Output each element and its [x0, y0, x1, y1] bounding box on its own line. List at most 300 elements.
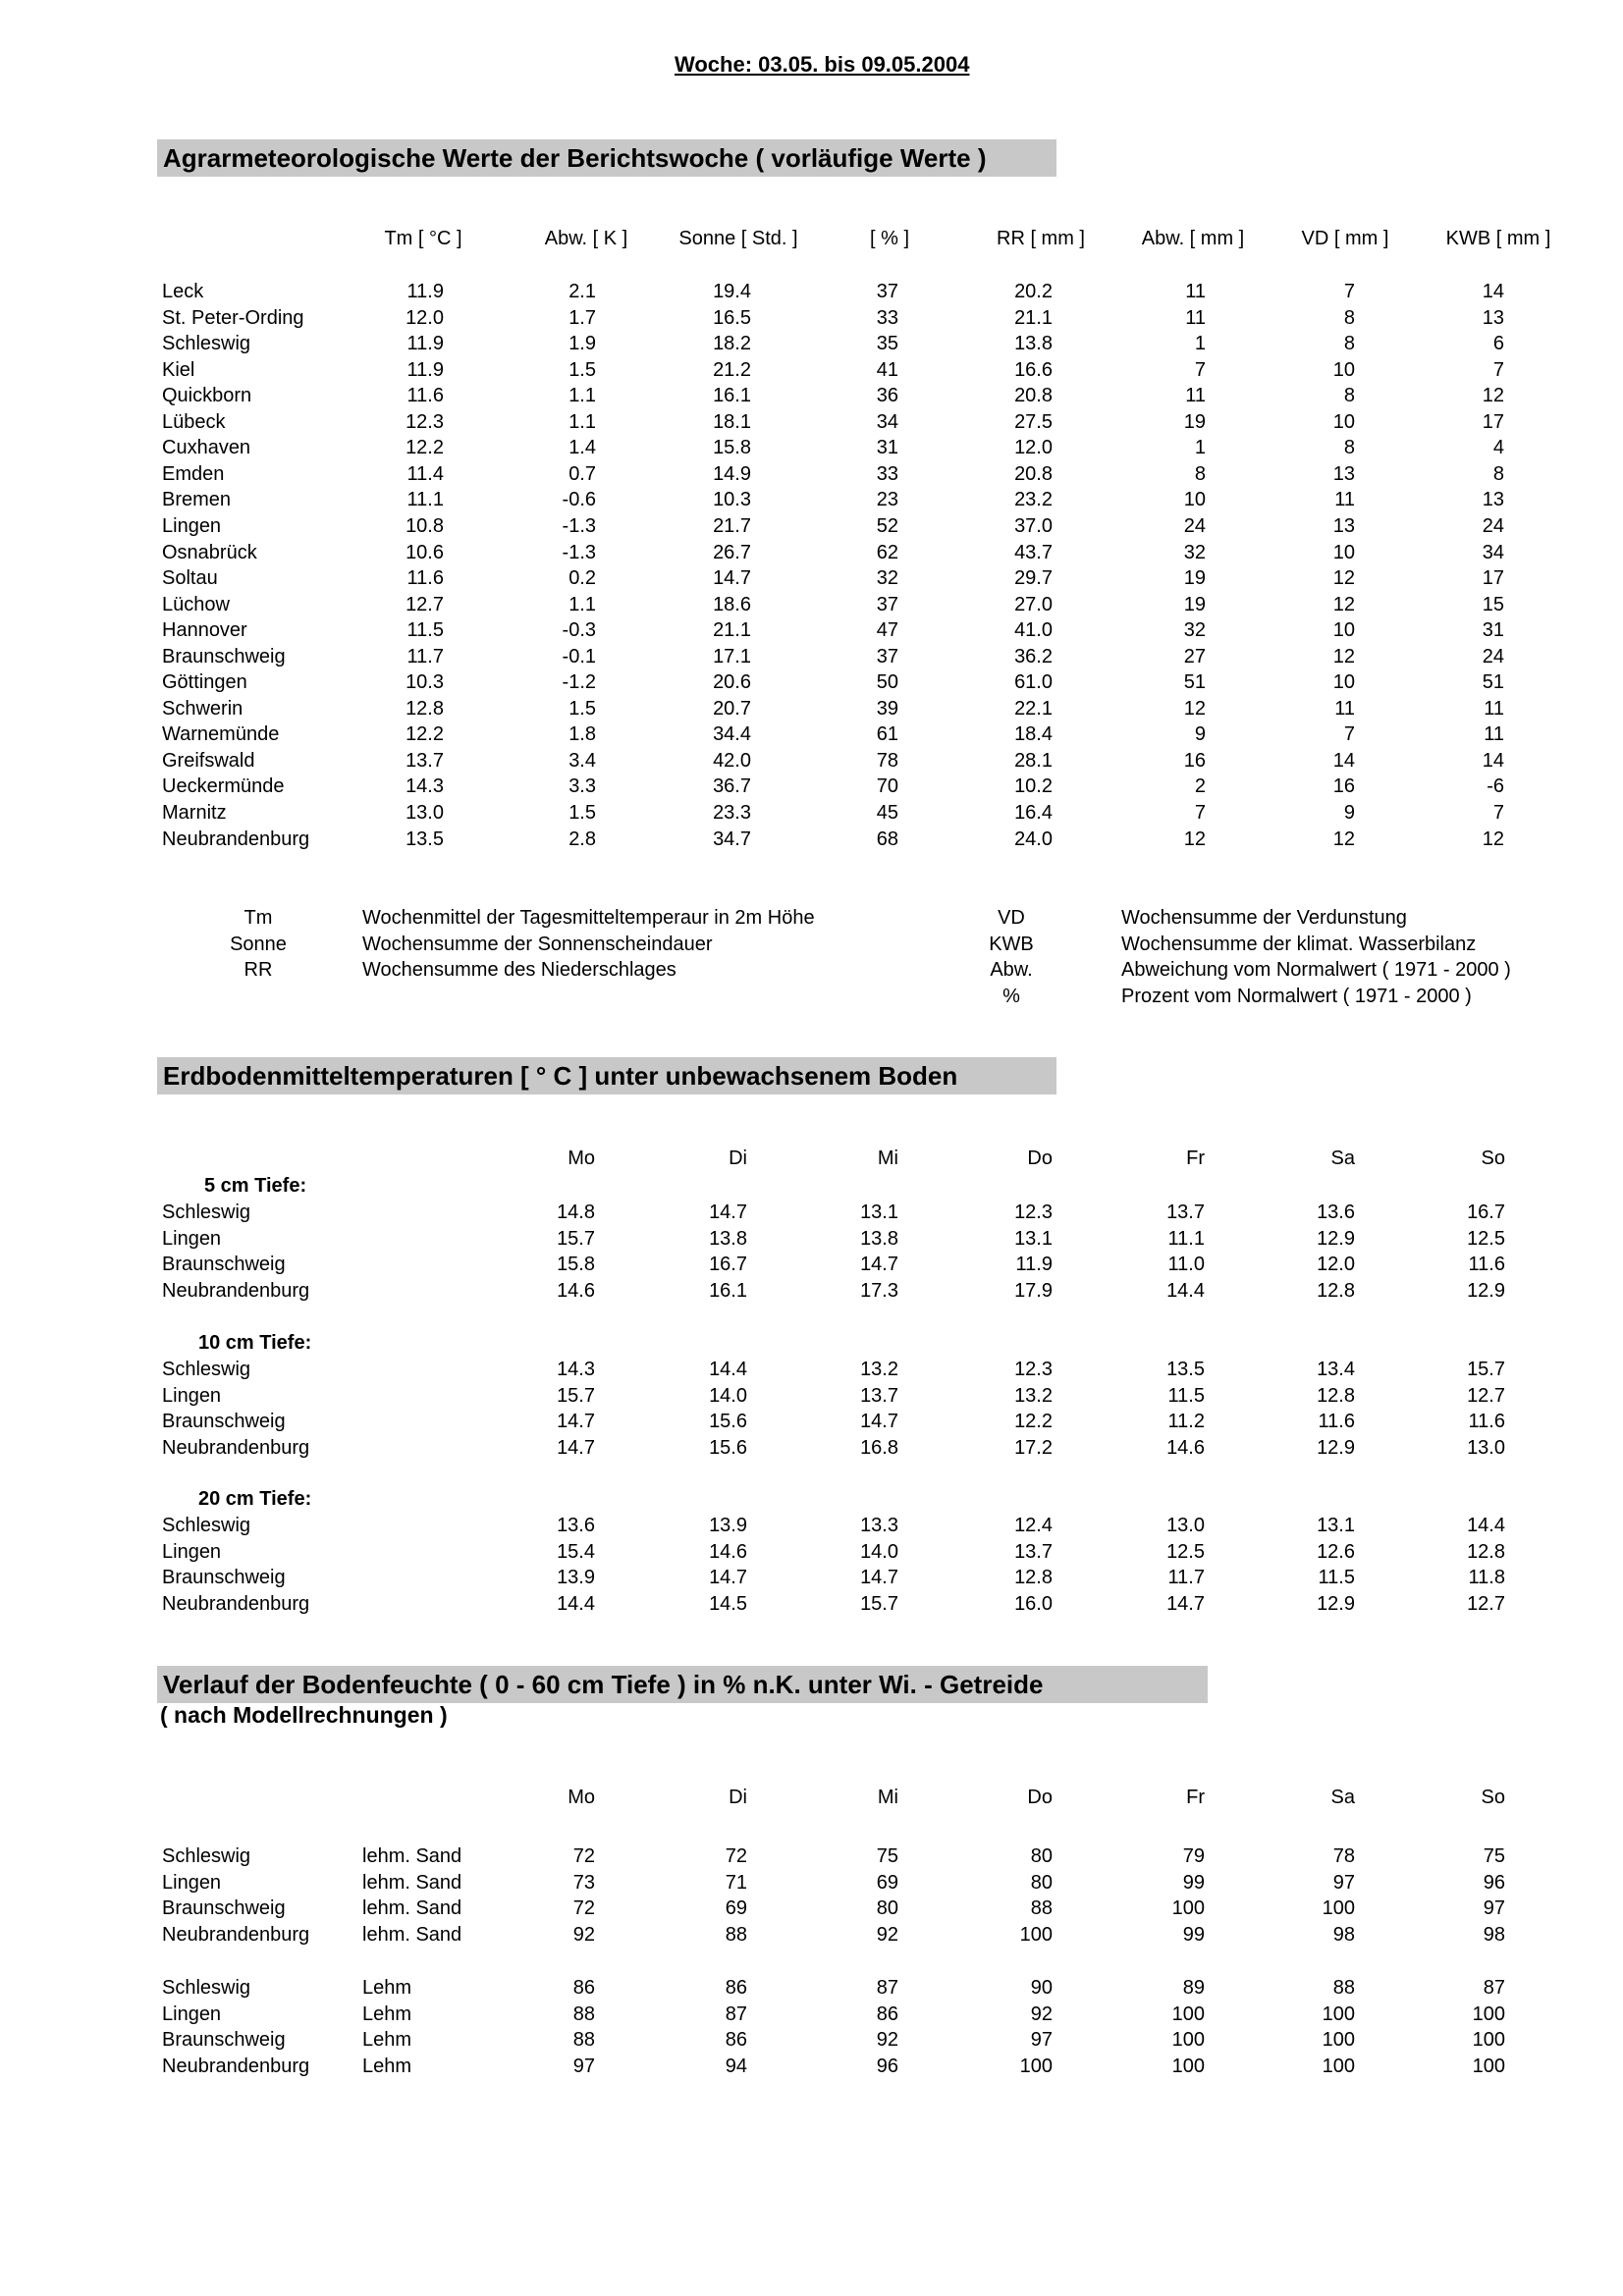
table-cell: 11.7 [1167, 1567, 1205, 1588]
table-cell: 1.5 [568, 802, 596, 824]
station-name: Osnabrück [162, 542, 257, 563]
station-name: Braunschweig [162, 646, 286, 667]
table-cell: 72 [572, 1845, 595, 1867]
table-cell: 12.0 [1317, 1254, 1355, 1275]
table-cell: 29.7 [1014, 567, 1053, 589]
table-cell: 23.3 [713, 802, 751, 824]
table-cell: 23.2 [1014, 489, 1053, 510]
table-cell: 11.6 [1468, 1254, 1505, 1275]
table-cell: 41 [876, 359, 898, 381]
table-cell: 17.3 [860, 1280, 898, 1302]
table-cell: 11.5 [406, 619, 444, 641]
day-header: Sa [1330, 1787, 1355, 1808]
table-cell: 61.0 [1014, 671, 1053, 693]
legend-description: Wochensumme der Sonnenscheindauer [362, 934, 713, 955]
table-cell: 12.9 [1317, 1437, 1355, 1459]
table-cell: 1.4 [568, 437, 596, 458]
table-cell: 14.0 [709, 1385, 747, 1407]
station-name: Schwerin [162, 698, 243, 720]
table-cell: 13.7 [1166, 1201, 1205, 1223]
table-cell: 100 [1171, 1897, 1205, 1919]
table-cell: 20.8 [1014, 463, 1053, 485]
table-cell: 14.7 [1166, 1593, 1205, 1615]
table-cell: 27.0 [1014, 594, 1053, 615]
table-cell: 11.9 [406, 281, 444, 302]
table-cell: 18.2 [713, 333, 751, 354]
table-cell: 39 [876, 698, 898, 720]
table-cell: 18.6 [713, 594, 751, 615]
table-cell: 51 [1183, 671, 1206, 693]
table-cell: 12.9 [1317, 1593, 1355, 1615]
table-cell: 89 [1182, 1977, 1205, 1999]
table-cell: 88 [1332, 1977, 1355, 1999]
table-cell: 34 [1482, 542, 1504, 563]
table-cell: 12 [1482, 385, 1504, 406]
legend-abbreviation: % [1002, 986, 1020, 1007]
table-cell: 14.9 [713, 463, 751, 485]
table-cell: 11.9 [406, 333, 444, 354]
table-cell: -0.6 [562, 489, 596, 510]
table-cell: 18.1 [713, 411, 751, 433]
table-cell: 37 [876, 281, 898, 302]
station-name: Lingen [162, 515, 222, 537]
table-cell: 12 [1332, 567, 1355, 589]
table-cell: 12 [1183, 698, 1206, 720]
table-cell: 13.1 [1014, 1228, 1053, 1250]
table-cell: 10.8 [406, 515, 444, 537]
legend-abbreviation: Tm [243, 907, 273, 929]
station-name: Schleswig [162, 333, 251, 354]
table-cell: 11.0 [1167, 1254, 1205, 1275]
table-cell: 35 [876, 333, 898, 354]
table-cell: 14.8 [557, 1201, 595, 1223]
station-name: St. Peter-Ording [162, 307, 304, 329]
table-cell: 13.2 [1014, 1385, 1053, 1407]
table-cell: 21.2 [713, 359, 751, 381]
table-cell: 13.1 [1317, 1515, 1355, 1536]
table-cell: 2 [1194, 775, 1206, 797]
table-cell: 50 [876, 671, 898, 693]
table-cell: 12.7 [406, 594, 444, 615]
table-cell: 79 [1182, 1845, 1205, 1867]
soil-type: lehm. Sand [362, 1845, 462, 1867]
table-cell: 3.3 [568, 775, 596, 797]
table-cell: 2.8 [568, 828, 596, 850]
table-cell: 14 [1332, 750, 1355, 772]
table-cell: 12.0 [1014, 437, 1053, 458]
station-name: Warnemünde [162, 723, 280, 745]
table-cell: 87 [725, 2003, 747, 2025]
table-cell: 11.9 [406, 359, 444, 381]
table-cell: 24 [1482, 515, 1504, 537]
column-header: KWB [ mm ] [1445, 228, 1551, 249]
table-cell: 13.5 [406, 828, 444, 850]
table-cell: 11 [1334, 698, 1355, 720]
table-cell: -6 [1487, 775, 1504, 797]
table-cell: 47 [876, 619, 898, 641]
table-cell: 12.8 [1014, 1567, 1053, 1588]
table-cell: 13.4 [1317, 1359, 1355, 1380]
station-name: Greifswald [162, 750, 255, 772]
day-header: So [1481, 1148, 1505, 1169]
day-header: Mi [877, 1787, 898, 1808]
station-name: Schleswig [162, 1977, 251, 1999]
table-cell: 100 [1322, 2056, 1355, 2077]
table-cell: 0.2 [568, 567, 596, 589]
table-cell: 14.3 [406, 775, 444, 797]
table-cell: 16.1 [709, 1280, 747, 1302]
table-cell: 11.8 [1468, 1567, 1505, 1588]
legend-description: Wochensumme der Verdunstung [1121, 907, 1407, 929]
table-cell: 10 [1183, 489, 1206, 510]
table-cell: 17.9 [1014, 1280, 1053, 1302]
table-cell: 15.7 [557, 1228, 595, 1250]
table-cell: 13.0 [406, 802, 444, 824]
table-cell: 1.8 [568, 723, 596, 745]
table-cell: 32 [876, 567, 898, 589]
section-title-weekly-values: Agrarmeteorologische Werte der Berichtswoche ( vorläufige Werte ) [157, 139, 1056, 177]
table-cell: 27.5 [1014, 411, 1053, 433]
table-cell: 100 [1171, 2029, 1205, 2051]
table-cell: 100 [1472, 2029, 1505, 2051]
table-cell: 97 [1030, 2029, 1053, 2051]
table-cell: 37 [876, 594, 898, 615]
table-cell: 88 [725, 1924, 747, 1946]
station-name: Schleswig [162, 1201, 251, 1223]
table-cell: 10 [1332, 671, 1355, 693]
table-cell: 22.1 [1014, 698, 1053, 720]
table-cell: 16 [1183, 750, 1206, 772]
table-cell: 78 [876, 750, 898, 772]
station-name: Lingen [162, 1541, 222, 1563]
table-cell: 18.4 [1014, 723, 1053, 745]
table-cell: 1.1 [568, 594, 596, 615]
table-cell: 0.7 [568, 463, 596, 485]
table-cell: 12 [1482, 828, 1504, 850]
table-cell: 12.2 [406, 437, 444, 458]
table-cell: 14.7 [860, 1567, 898, 1588]
table-cell: 75 [1483, 1845, 1505, 1867]
table-cell: 97 [1483, 1897, 1505, 1919]
table-cell: 8 [1343, 385, 1355, 406]
table-cell: 14.6 [1166, 1437, 1205, 1459]
table-cell: 72 [572, 1897, 595, 1919]
station-name: Braunschweig [162, 1254, 286, 1275]
table-cell: 13 [1332, 463, 1355, 485]
table-cell: 11 [1484, 723, 1504, 745]
soil-type: lehm. Sand [362, 1924, 462, 1946]
table-cell: 45 [876, 802, 898, 824]
station-name: Neubrandenburg [162, 1280, 310, 1302]
table-cell: 17.2 [1014, 1437, 1053, 1459]
table-cell: 11.6 [1468, 1411, 1505, 1432]
table-cell: 19 [1183, 411, 1206, 433]
table-cell: 21.1 [713, 619, 751, 641]
table-cell: 34.4 [713, 723, 751, 745]
table-cell: 86 [876, 2003, 898, 2025]
table-cell: 15.8 [713, 437, 751, 458]
table-cell: 70 [876, 775, 898, 797]
table-cell: 94 [725, 2056, 747, 2077]
table-cell: 13.2 [860, 1359, 898, 1380]
table-cell: 13.1 [860, 1201, 898, 1223]
table-cell: 16.1 [713, 385, 751, 406]
table-cell: 11.2 [1167, 1411, 1205, 1432]
table-cell: 1 [1194, 437, 1206, 458]
table-cell: 19.4 [713, 281, 751, 302]
soil-type: Lehm [362, 2056, 412, 2077]
column-header: [ % ] [869, 228, 909, 249]
soil-type: lehm. Sand [362, 1897, 462, 1919]
table-cell: 11 [1334, 489, 1355, 510]
table-cell: 41.0 [1014, 619, 1053, 641]
table-cell: 10.3 [406, 671, 444, 693]
table-cell: 24.0 [1014, 828, 1053, 850]
day-header: Do [1027, 1148, 1053, 1169]
table-cell: 12 [1332, 646, 1355, 667]
table-cell: 20.6 [713, 671, 751, 693]
table-cell: 42.0 [713, 750, 751, 772]
table-cell: 13 [1482, 489, 1504, 510]
table-cell: 26.7 [713, 542, 751, 563]
table-cell: 6 [1492, 333, 1504, 354]
table-cell: 100 [1019, 2056, 1053, 2077]
column-header: Sonne [ Std. ] [678, 228, 798, 249]
table-cell: 13.8 [1014, 333, 1053, 354]
table-cell: 87 [876, 1977, 898, 1999]
table-cell: 23 [876, 489, 898, 510]
table-cell: 13.0 [1467, 1437, 1505, 1459]
table-cell: 21.1 [1014, 307, 1053, 329]
table-cell: -0.1 [562, 646, 596, 667]
table-cell: 15.7 [1467, 1359, 1505, 1380]
table-cell: 1.9 [568, 333, 596, 354]
table-cell: 7 [1492, 359, 1504, 381]
table-cell: -1.2 [562, 671, 596, 693]
station-name: Braunschweig [162, 1567, 286, 1588]
table-cell: 10.6 [406, 542, 444, 563]
station-name: Schleswig [162, 1845, 251, 1867]
table-cell: 43.7 [1014, 542, 1053, 563]
table-cell: 34.7 [713, 828, 751, 850]
table-cell: 98 [1332, 1924, 1355, 1946]
table-cell: 12.3 [1014, 1201, 1053, 1223]
table-cell: 100 [1322, 2003, 1355, 2025]
table-cell: 10 [1332, 411, 1355, 433]
table-cell: 12.0 [406, 307, 444, 329]
table-cell: 15.7 [557, 1385, 595, 1407]
table-cell: 12.5 [1166, 1541, 1205, 1563]
table-cell: 13.5 [1166, 1359, 1205, 1380]
table-cell: 31 [876, 437, 898, 458]
day-header: So [1481, 1787, 1505, 1808]
station-name: Lingen [162, 2003, 222, 2025]
station-name: Braunschweig [162, 1411, 286, 1432]
table-cell: 100 [1171, 2003, 1205, 2025]
table-cell: 15 [1482, 594, 1504, 615]
table-cell: 7 [1492, 802, 1504, 824]
table-cell: 36.7 [713, 775, 751, 797]
table-cell: 8 [1343, 307, 1355, 329]
table-cell: 8 [1343, 333, 1355, 354]
table-cell: 15.4 [557, 1541, 595, 1563]
table-cell: 14.7 [860, 1411, 898, 1432]
table-cell: 80 [876, 1897, 898, 1919]
table-cell: 13.8 [709, 1228, 747, 1250]
day-header: Fr [1186, 1148, 1205, 1169]
table-cell: 12.9 [1467, 1280, 1505, 1302]
table-cell: 8 [1492, 463, 1504, 485]
table-cell: 100 [1171, 2056, 1205, 2077]
table-cell: 10.2 [1014, 775, 1053, 797]
table-cell: 11.9 [1015, 1254, 1053, 1275]
table-cell: 92 [876, 2029, 898, 2051]
table-cell: 14.7 [557, 1437, 595, 1459]
table-cell: 12.8 [1467, 1541, 1505, 1563]
table-cell: 10.3 [713, 489, 751, 510]
table-cell: 14.5 [709, 1593, 747, 1615]
table-cell: 15.6 [709, 1437, 747, 1459]
station-name: Emden [162, 463, 225, 485]
table-cell: 11.1 [1167, 1228, 1205, 1250]
station-name: Lingen [162, 1872, 222, 1894]
table-cell: 2.1 [568, 281, 596, 302]
table-cell: 12.5 [1467, 1228, 1505, 1250]
table-cell: 13.6 [557, 1515, 595, 1536]
table-cell: 14.7 [557, 1411, 595, 1432]
table-cell: 12.9 [1317, 1228, 1355, 1250]
legend-abbreviation: RR [243, 959, 273, 981]
depth-label: 10 cm Tiefe: [198, 1332, 312, 1354]
table-cell: 12.3 [406, 411, 444, 433]
table-cell: 12.2 [406, 723, 444, 745]
column-header: Abw. [ K ] [544, 228, 628, 249]
table-cell: 92 [572, 1924, 595, 1946]
column-header: RR [ mm ] [997, 228, 1085, 249]
table-cell: 14.6 [709, 1541, 747, 1563]
table-cell: 27 [1183, 646, 1206, 667]
table-cell: 16.8 [860, 1437, 898, 1459]
table-cell: 1 [1194, 333, 1206, 354]
table-cell: 86 [725, 2029, 747, 2051]
table-cell: 69 [725, 1897, 747, 1919]
table-cell: 51 [1482, 671, 1504, 693]
table-cell: 1.7 [568, 307, 596, 329]
table-cell: 73 [572, 1872, 595, 1894]
station-name: Neubrandenburg [162, 2056, 310, 2077]
table-cell: 12 [1332, 828, 1355, 850]
table-cell: 19 [1183, 567, 1206, 589]
table-cell: 14.4 [557, 1593, 595, 1615]
table-cell: 11 [1185, 281, 1206, 302]
table-cell: 14.4 [1467, 1515, 1505, 1536]
table-cell: 12.8 [1317, 1385, 1355, 1407]
table-cell: 20.8 [1014, 385, 1053, 406]
table-cell: 12.4 [1014, 1515, 1053, 1536]
table-cell: 13.9 [557, 1567, 595, 1588]
column-header: Tm [ °C ] [384, 228, 462, 249]
legend-abbreviation: Sonne [230, 934, 287, 955]
section-title-soil-moisture: Verlauf der Bodenfeuchte ( 0 - 60 cm Tiefe ) in % n.K. unter Wi. - Getreide [157, 1666, 1208, 1703]
table-cell: 24 [1183, 515, 1206, 537]
table-cell: 14.4 [1166, 1280, 1205, 1302]
table-cell: 14.7 [709, 1201, 747, 1223]
table-cell: 11.6 [1318, 1411, 1355, 1432]
legend-description: Wochensumme des Niederschlages [362, 959, 676, 981]
table-cell: 11.4 [406, 463, 444, 485]
table-cell: 11 [1185, 307, 1206, 329]
table-cell: 10 [1332, 619, 1355, 641]
table-cell: 16.7 [1467, 1201, 1505, 1223]
table-cell: 12.7 [1467, 1593, 1505, 1615]
station-name: Kiel [162, 359, 195, 381]
table-cell: 13.6 [1317, 1201, 1355, 1223]
table-cell: 9 [1343, 802, 1355, 824]
table-cell: 71 [725, 1872, 747, 1894]
table-cell: 97 [572, 2056, 595, 2077]
table-cell: 96 [876, 2056, 898, 2077]
table-cell: 4 [1492, 437, 1504, 458]
table-cell: 100 [1322, 2029, 1355, 2051]
table-cell: 36 [876, 385, 898, 406]
table-cell: 3.4 [568, 750, 596, 772]
legend-abbreviation: KWB [989, 934, 1034, 955]
table-cell: 69 [876, 1872, 898, 1894]
legend-description: Prozent vom Normalwert ( 1971 - 2000 ) [1121, 986, 1472, 1007]
day-header: Do [1027, 1787, 1053, 1808]
table-cell: 14.4 [709, 1359, 747, 1380]
station-name: Leck [162, 281, 204, 302]
table-cell: 20.2 [1014, 281, 1053, 302]
soil-type: Lehm [362, 2029, 412, 2051]
table-cell: 90 [1030, 1977, 1053, 1999]
table-cell: 28.1 [1014, 750, 1053, 772]
station-name: Lüchow [162, 594, 230, 615]
table-cell: 13.7 [406, 750, 444, 772]
table-cell: 9 [1194, 723, 1206, 745]
table-cell: 8 [1194, 463, 1206, 485]
table-cell: 11 [1185, 385, 1206, 406]
table-cell: 15.6 [709, 1411, 747, 1432]
table-cell: 36.2 [1014, 646, 1053, 667]
table-cell: 80 [1030, 1872, 1053, 1894]
table-cell: 10 [1332, 359, 1355, 381]
station-name: Cuxhaven [162, 437, 251, 458]
table-cell: 16.4 [1014, 802, 1053, 824]
table-cell: 16.7 [709, 1254, 747, 1275]
depth-label: 20 cm Tiefe: [198, 1488, 312, 1510]
station-name: Braunschweig [162, 2029, 286, 2051]
station-name: Quickborn [162, 385, 252, 406]
table-cell: 92 [876, 1924, 898, 1946]
table-cell: 13.9 [709, 1515, 747, 1536]
day-header: Di [729, 1787, 747, 1808]
table-cell: 34 [876, 411, 898, 433]
table-cell: 14.7 [860, 1254, 898, 1275]
table-cell: 15.8 [557, 1254, 595, 1275]
table-cell: 10 [1332, 542, 1355, 563]
table-cell: 14.6 [557, 1280, 595, 1302]
table-cell: 15.7 [860, 1593, 898, 1615]
table-cell: 33 [876, 463, 898, 485]
table-cell: 19 [1183, 594, 1206, 615]
table-cell: 11.5 [1167, 1385, 1205, 1407]
table-cell: 100 [1019, 1924, 1053, 1946]
table-cell: 16.5 [713, 307, 751, 329]
table-cell: 32 [1183, 619, 1206, 641]
table-cell: 100 [1322, 1897, 1355, 1919]
table-cell: 72 [725, 1845, 747, 1867]
